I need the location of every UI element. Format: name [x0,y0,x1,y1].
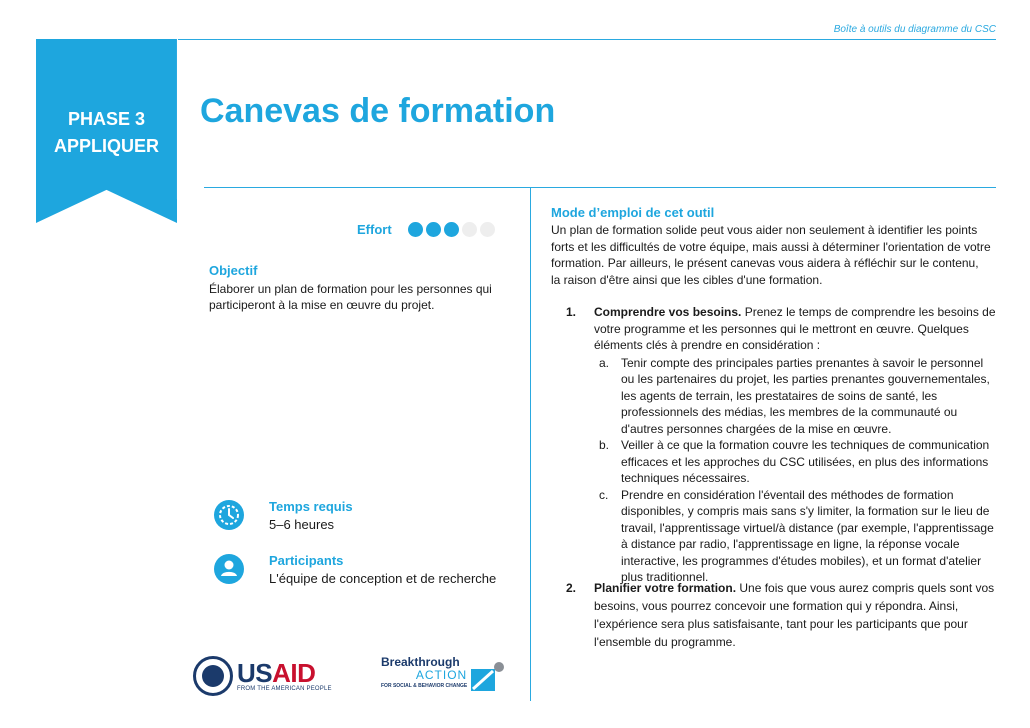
effort-dot-filled [426,222,441,237]
breakthrough-mark-icon [469,661,505,693]
breakthrough-action: ACTION [415,668,468,682]
banner-rule [176,39,177,199]
howto-intro: Un plan de formation solide peut vous aider non seulement à identifier les points forts et les difficultés de votre équipe, mais aussi à déterminer l'orientation de votre formation. Par ailleurs, le présent canevas vous aidera à réfléchir sur le contenu, la raison d'être ainsi que les cibles d'une formation. [551,223,991,287]
step-text [594,304,996,354]
breakthrough-tagline: FOR SOCIAL & BEHAVIOR CHANGE [381,683,468,689]
subitem-letter: a. [599,355,610,370]
section-divider [204,187,996,188]
step-number: 1. [566,305,577,319]
effort-dot-filled [444,222,459,237]
step-text [594,579,996,651]
phase-number: PHASE 3 [67,109,146,129]
phase-name: APPLIQUER [53,136,159,156]
time-label: Temps requis [269,499,353,514]
subitem-b [594,437,996,487]
toolkit-label: Boîte à outils du diagramme du CSC [833,24,996,35]
column-divider [530,187,531,701]
subitem-text: Veiller à ce que la formation couvre les techniques de communication efficaces et les approches du CSC utilisées, en plus des informations techniques nécessaires. [621,438,990,485]
step-body: Prenez le temps de comprendre les besoins de votre programme et les personnes qui le mettront en œuvre. Quelques éléments clés à prendre en considération : [594,305,996,352]
time-value: 5–6 heures [269,517,335,532]
step-2 [566,579,996,651]
subitem-letter: b. [599,438,610,452]
howto-title: Mode d’emploi de cet outil [551,205,715,220]
effort-rating [408,222,495,237]
subitem-c [594,487,996,586]
usaid-logo [193,656,332,696]
subitem-letter: c. [599,487,609,502]
step-1 [566,304,996,586]
step-body: Une fois que vous aurez compris quels sont vos besoins, vous pourrez concevoir une formation qui y répondra. Ainsi, l'expérience sera plus satisfaisante, tant pour les participants que pour l'ensemble du programme. [594,581,995,649]
breakthrough-name: Breakthrough [381,655,460,669]
subitem-a [594,355,996,438]
participants-value: L'équipe de conception et de recherche [269,571,497,586]
step-1-subitems [594,355,996,586]
breakthrough-logo [381,655,467,689]
step-lead: Comprendre vos besoins. [594,305,742,319]
effort-label: Effort [357,222,392,237]
phase-label [36,106,177,160]
step-number: 2. [566,581,577,595]
clock-icon [214,500,244,530]
subitem-text: Prendre en considération l'éventail des méthodes de formation disponibles, y compris mais sans s'y limiter, la formation sur le lieu de travail, l'apprentissage virtuel/à distance (par exemple, l'apprentissage à distance par radio, l'apprentissage en ligne, la réponse vocale interactive, les programmes d'études mobiles), et un format d'atelier plus traditionnel. [621,487,994,584]
objective-title: Objectif [209,263,258,278]
usaid-seal-icon [193,656,233,696]
step-lead: Planifier votre formation. [594,581,737,595]
header-rule [178,39,996,40]
usaid-tagline: FROM THE AMERICAN PEOPLE [237,686,332,692]
subitem-text: Tenir compte des principales parties prenantes à savoir le personnel ou les partenaires du projet, les parties prenantes gouvernementales, les agents de terrain, les prestataires de soins de santé, les professionnels des médias, les membres de la communauté ou d'autres personnes chargées de la mise en œuvre. [621,355,990,436]
effort-dot-filled [408,222,423,237]
effort-dot-empty [480,222,495,237]
person-icon [214,554,244,584]
usaid-wordmark: USAID [237,658,316,688]
participants-label: Participants [269,553,344,568]
page-title: Canevas de formation [200,92,556,130]
objective-text: Élaborer un plan de formation pour les personnes qui participeront à la mise en œuvre du projet. [209,282,492,312]
effort-dot-empty [462,222,477,237]
